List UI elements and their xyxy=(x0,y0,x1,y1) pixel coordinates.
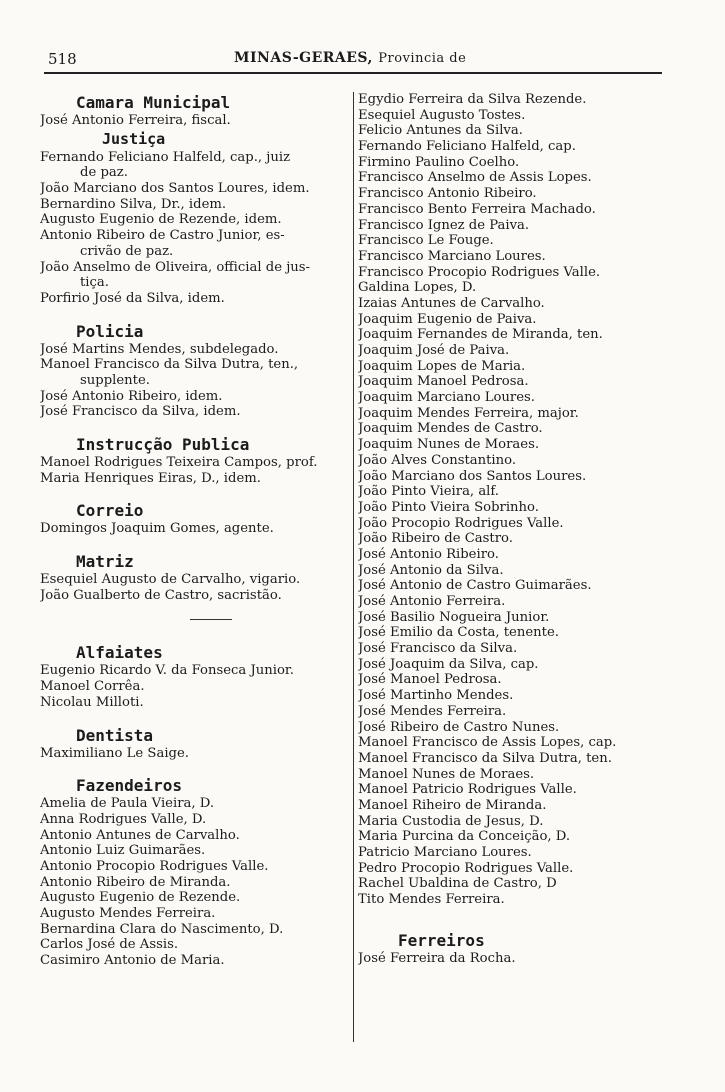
list-item: supplente. xyxy=(80,372,150,388)
list-item: Joaquim Eugenio de Paiva. xyxy=(358,311,537,327)
list-item: José Mendes Ferreira. xyxy=(358,703,507,719)
section-heading-dentista: Dentista xyxy=(76,725,154,745)
column-divider xyxy=(353,92,354,1042)
list-item: tiça. xyxy=(80,275,109,291)
policia-list xyxy=(40,342,352,420)
list-item: Esequiel Augusto de Carvalho, vigario. xyxy=(40,572,301,588)
list-item: Manoel Riheiro de Miranda. xyxy=(358,797,547,813)
section-divider xyxy=(190,619,232,620)
list-item: Izaias Antunes de Carvalho. xyxy=(358,295,545,311)
section-heading-fazendeiros: Fazendeiros xyxy=(76,776,182,796)
list-item: Joaquim Mendes de Castro. xyxy=(358,421,543,437)
list-item: Augusto Mendes Ferreira. xyxy=(40,906,216,921)
list-item: de paz. xyxy=(80,165,128,181)
list-item: Manoel Francisco da Silva Dutra, ten. xyxy=(358,750,612,766)
list-item: Augusto Eugenio de Rezende, idem. xyxy=(40,212,282,228)
list-item: Bernardino Silva, Dr., idem. xyxy=(40,196,227,212)
list-item: Bernardina Clara do Nascimento, D. xyxy=(40,921,284,937)
list-item: José Martinho Mendes. xyxy=(358,688,514,704)
list-item: Manoel Francisco da Silva Dutra, ten., xyxy=(40,357,299,373)
list-item: Antonio Ribeiro de Castro Junior, es- xyxy=(40,228,285,244)
page-number: 518 xyxy=(48,50,77,68)
list-item: Joaquim Manoel Pedrosa. xyxy=(358,374,529,390)
list-item: Manoel Francisco de Assis Lopes, cap. xyxy=(358,735,617,751)
list-item: Francisco Marciano Loures. xyxy=(358,248,546,264)
list-item: Anna Rodrigues Valle, D. xyxy=(40,811,207,827)
list-item: José Antonio Ribeiro. xyxy=(358,546,499,562)
alfaiates-list xyxy=(40,663,352,710)
justica-list xyxy=(40,150,352,307)
section-heading-alfaiates: Alfaiates xyxy=(76,643,163,663)
list-item: Fernando Feliciano Halfeld, cap., juiz xyxy=(40,149,291,165)
section-heading-correio: Correio xyxy=(76,501,144,521)
list-item: Domingos Joaquim Gomes, agente. xyxy=(40,521,274,537)
page-title-main: MINAS-GERAES, xyxy=(234,50,373,66)
list-item: Manoel Rodrigues Teixeira Campos, prof. xyxy=(40,455,318,470)
list-item: Manoel Patricio Rodrigues Valle. xyxy=(358,782,577,798)
left-column xyxy=(40,92,352,969)
list-item: José Ribeiro de Castro Nunes. xyxy=(358,719,560,735)
list-item: Patricio Marciano Loures. xyxy=(358,845,532,860)
list-item: Maximiliano Le Saige. xyxy=(40,745,189,761)
list-item: Francisco Le Fouge. xyxy=(358,233,494,249)
ferreiros-list xyxy=(358,951,663,967)
list-item: Rachel Ubaldina de Castro, D xyxy=(358,876,557,892)
list-item: Esequiel Augusto Tostes. xyxy=(358,107,526,123)
list-item: José Manoel Pedrosa. xyxy=(358,672,502,688)
list-item: João Procopio Rodrigues Valle. xyxy=(358,515,564,531)
section-heading-ferreiros: Ferreiros xyxy=(398,930,485,950)
list-item: João Ribeiro de Castro. xyxy=(358,531,513,547)
list-item: Manoel Nunes de Moraes. xyxy=(358,766,535,782)
fazendeiros-continued-list xyxy=(358,92,663,908)
list-item: Firmino Paulino Coelho. xyxy=(358,154,520,170)
list-item: Francisco Procopio Rodrigues Valle. xyxy=(358,264,601,280)
list-item: Antonio Procopio Rodrigues Valle. xyxy=(40,858,269,874)
section-heading-matriz: Matriz xyxy=(76,552,134,572)
list-item: Francisco Anselmo de Assis Lopes. xyxy=(358,170,592,186)
correio-list xyxy=(40,521,352,537)
list-item: João Alves Constantino. xyxy=(358,452,517,468)
list-item: José Francisco da Silva, idem. xyxy=(40,404,241,420)
list-item: José Antonio da Silva. xyxy=(358,562,504,578)
list-item: José Francisco da Silva. xyxy=(358,641,518,657)
list-item: Joaquim Nunes de Moraes. xyxy=(358,437,540,453)
fazendeiros-list xyxy=(40,796,352,969)
list-item: Egydio Ferreira da Silva Rezende. xyxy=(358,92,587,107)
list-item: Tito Mendes Ferreira. xyxy=(358,892,505,908)
page-header xyxy=(44,48,664,70)
list-item: Joaquim Marciano Loures. xyxy=(358,390,535,406)
list-item: Maria Henriques Eiras, D., idem. xyxy=(40,470,261,486)
list-item: João Marciano dos Santos Loures. xyxy=(358,468,587,484)
list-item: Carlos José de Assis. xyxy=(40,937,179,953)
list-item: João Pinto Vieira, alf. xyxy=(358,484,499,500)
section-heading-camara: Camara Municipal xyxy=(76,93,231,112)
list-item: Joaquim Lopes de Maria. xyxy=(358,358,526,374)
list-item: João Pinto Vieira Sobrinho. xyxy=(358,499,539,515)
list-item: Nicolau Milloti. xyxy=(40,694,144,710)
list-item: Fernando Feliciano Halfeld, cap. xyxy=(358,139,576,155)
section-heading-instrucao: Instrucção Publica xyxy=(76,435,250,454)
instrucao-list xyxy=(40,455,352,486)
list-item: José Antonio Ribeiro, idem. xyxy=(40,388,223,404)
list-item: Augusto Eugenio de Rezende. xyxy=(40,890,241,906)
list-item: Joaquim José de Paiva. xyxy=(358,343,510,358)
header-rule xyxy=(44,72,662,74)
right-column xyxy=(358,92,663,966)
list-item: Antonio Luiz Guimarães. xyxy=(40,843,206,859)
list-item: João Gualberto de Castro, sacristão. xyxy=(40,587,282,603)
list-item: Joaquim Mendes Ferreira, major. xyxy=(358,405,579,421)
section-heading-justica: Justiça xyxy=(102,129,166,148)
list-item: Eugenio Ricardo V. da Fonseca Junior. xyxy=(40,663,294,679)
list-item: José Basilio Nogueira Junior. xyxy=(358,609,550,625)
list-item: Francisco Bento Ferreira Machado. xyxy=(358,201,596,217)
list-item: crivão de paz. xyxy=(80,243,174,259)
page-title-sub: Provincia de xyxy=(378,51,467,66)
list-item: José Emilio da Costa, tenente. xyxy=(358,625,559,641)
list-item: José Antonio Ferreira, fiscal. xyxy=(40,113,231,128)
list-item: Casimiro Antonio de Maria. xyxy=(40,953,225,969)
list-item: José Antonio Ferreira. xyxy=(358,594,506,609)
list-item: José Joaquim da Silva, cap. xyxy=(358,656,539,672)
list-item: Francisco Ignez de Paiva. xyxy=(358,217,530,233)
list-item: Francisco Antonio Ribeiro. xyxy=(358,186,537,202)
list-item: José Antonio de Castro Guimarães. xyxy=(358,578,592,594)
page-title xyxy=(234,50,466,66)
list-item: João Anselmo de Oliveira, official de jus- xyxy=(40,259,311,275)
list-item: Amelia de Paula Vieira, D. xyxy=(40,796,215,812)
matriz-list xyxy=(40,572,352,603)
list-item: Maria Custodia de Jesus, D. xyxy=(358,813,544,829)
list-item: Felicio Antunes da Silva. xyxy=(358,123,523,139)
list-item: José Martins Mendes, subdelegado. xyxy=(40,341,279,357)
list-item: Galdina Lopes, D. xyxy=(358,280,477,296)
list-item: Porfirio José da Silva, idem. xyxy=(40,290,225,306)
list-item: José Ferreira da Rocha. xyxy=(358,950,516,966)
list-item: Antonio Antunes de Carvalho. xyxy=(40,827,240,843)
list-item: Maria Purcina da Conceição, D. xyxy=(358,829,571,845)
camara-list xyxy=(40,113,352,129)
list-item: Manoel Corrêa. xyxy=(40,679,145,695)
list-item: Pedro Procopio Rodrigues Valle. xyxy=(358,860,574,876)
section-heading-policia: Policia xyxy=(76,321,144,341)
list-item: Antonio Ribeiro de Miranda. xyxy=(40,874,231,890)
dentista-list xyxy=(40,746,352,762)
list-item: Joaquim Fernandes de Miranda, ten. xyxy=(358,327,603,343)
list-item: João Marciano dos Santos Loures, idem. xyxy=(40,181,310,197)
